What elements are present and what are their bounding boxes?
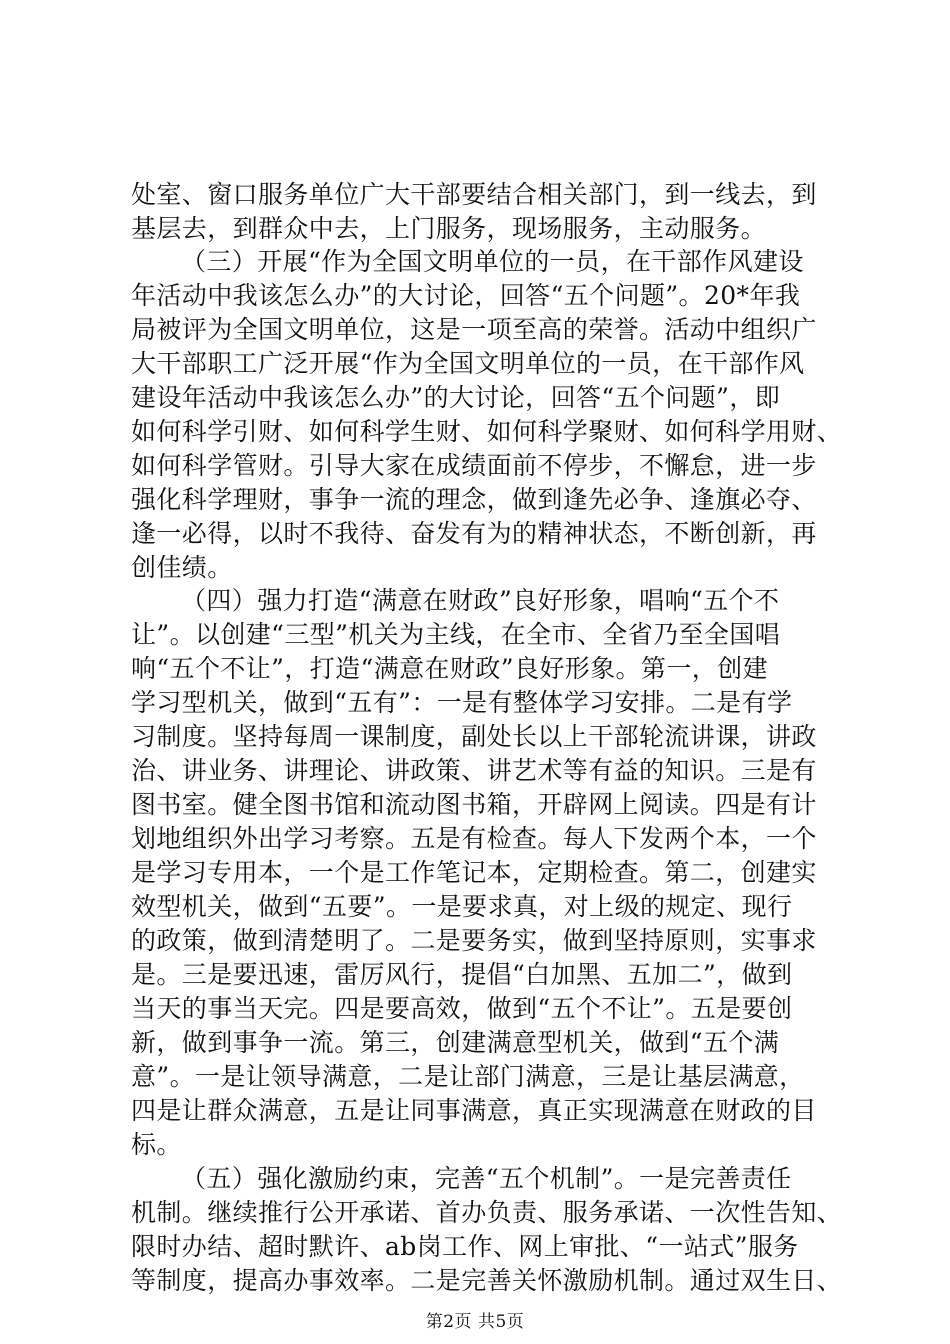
paragraph-line: 处室、窗口服务单位广大干部要结合相关部门，到一线去，到: [131, 180, 817, 209]
paragraph-line: 是。三是要迅速，雷厉风行，提倡“白加黑、五加二”，做到: [131, 960, 793, 989]
paragraph-line: 机制。继续推行公开承诺、首办负责、服务承诺、一次性告知、: [131, 1198, 843, 1227]
paragraph-line: 效型机关，做到“五要”。一是要求真，对上级的规定、现行: [131, 892, 793, 921]
paragraph-line: 当天的事当天完。四是要高效，做到“五个不让”。五是要创: [131, 994, 793, 1023]
paragraph-line: 划地组织外出学习考察。五是有检查。每人下发两个本，一个: [131, 824, 817, 853]
paragraph-line: 意”。一是让领导满意，二是让部门满意，三是让基层满意，: [131, 1062, 805, 1091]
paragraph-line: 标。: [131, 1130, 182, 1159]
paragraph-line: 治、讲业务、讲理论、讲政策、讲艺术等有益的知识。三是有: [131, 756, 817, 785]
paragraph-line: 如何科学管财。引导大家在成绩面前不停步，不懈怠，进一步: [131, 451, 817, 480]
paragraph-line: 大干部职工广泛开展“作为全国文明单位的一员，在干部作风: [131, 349, 805, 378]
paragraph-line: 图书室。健全图书馆和流动图书箱，开辟网上阅读。四是有计: [131, 790, 817, 819]
paragraph-line: 限时办结、超时默许、ab岗工作、网上审批、“一站式”服务: [131, 1232, 799, 1261]
section-heading-line: （五）强化激励约束，完善“五个机制”。一是完善责任: [181, 1164, 792, 1193]
paragraph-line: 习制度。坚持每周一课制度，副处长以上干部轮流讲课，讲政: [131, 722, 817, 751]
paragraph-line: 四是让群众满意，五是让同事满意，真正实现满意在财政的目: [131, 1096, 817, 1125]
paragraph-line: 强化科学理财，事争一流的理念，做到逢先必争、逢旗必夺、: [131, 485, 817, 514]
paragraph-line: 建设年活动中我该怎么办”的大讨论，回答“五个问题”，即: [131, 383, 781, 412]
paragraph-line: 新，做到事争一流。第三，创建满意型机关，做到“五个满: [131, 1028, 780, 1057]
paragraph-line: 学习型机关，做到“五有”：一是有整体学习安排。二是有学: [131, 688, 793, 717]
paragraph-line: 的政策，做到清楚明了。二是要务实，做到坚持原则，实事求: [131, 926, 817, 955]
paragraph-line: 逢一必得，以时不我待、奋发有为的精神状态，不断创新，再: [131, 519, 817, 548]
paragraph-line: 是学习专用本，一个是工作笔记本，定期检查。第二，创建实: [131, 858, 817, 887]
paragraph-line: 局被评为全国文明单位，这是一项至高的荣誉。活动中组织广: [131, 315, 817, 344]
paragraph-line: 如何科学引财、如何科学生财、如何科学聚财、如何科学用财、: [131, 417, 843, 446]
paragraph-line: 年活动中我该怎么办”的大讨论，回答“五个问题”。20*年我: [131, 281, 801, 310]
paragraph-line: 等制度，提高办事效率。二是完善关怀激励机制。通过双生日、: [131, 1266, 843, 1295]
page-number-footer: 第2页 共5页: [425, 1312, 525, 1332]
section-heading-line: （四）强力打造“满意在财政”良好形象，唱响“五个不: [181, 586, 780, 615]
section-heading-line: （三）开展“作为全国文明单位的一员，在干部作风建设: [181, 247, 804, 276]
paragraph-line: 基层去，到群众中去，上门服务，现场服务，主动服务。: [131, 214, 767, 243]
paragraph-line: 创佳绩。: [131, 553, 233, 582]
paragraph-line: 让”。以创建“三型”机关为主线，在全市、全省乃至全国唱: [131, 620, 781, 649]
paragraph-line: 响“五个不让”，打造“满意在财政”良好形象。第一，创建: [131, 654, 768, 683]
